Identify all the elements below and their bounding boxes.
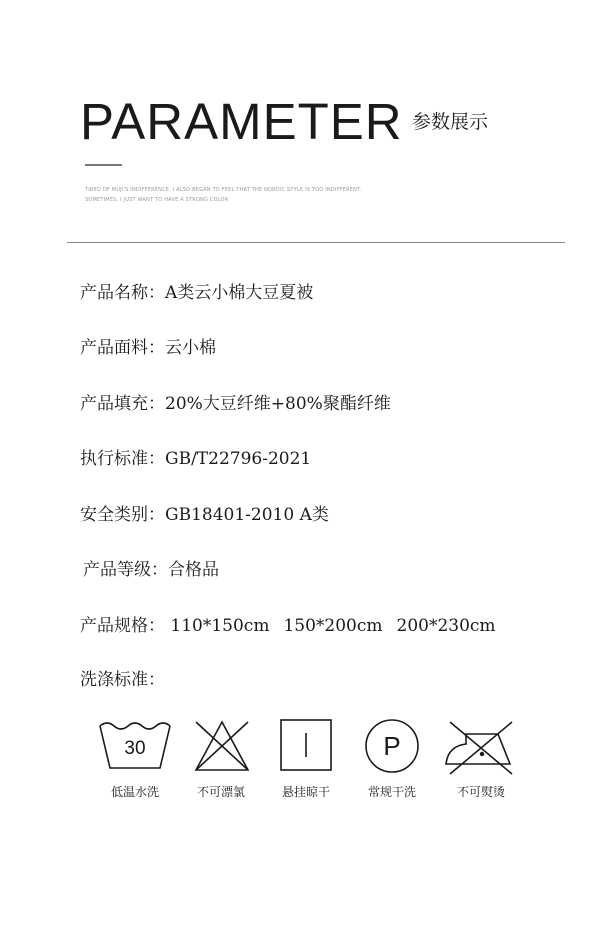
- dry-clean-letter: P: [383, 731, 401, 761]
- tagline-line-2: SOMETIMES, I JUST WANT TO HAVE A STRONG COLOR: [85, 197, 229, 203]
- no-bleach-icon: [192, 718, 252, 774]
- header-title-row: [80, 92, 540, 152]
- param-value: GB18401-2010 A类: [165, 505, 329, 525]
- param-value: GB/T22796-2021: [165, 449, 312, 469]
- size-option: 150*200cm: [283, 616, 383, 636]
- param-row-standard: [80, 448, 311, 470]
- care-label-dry: 悬挂晾干: [281, 785, 330, 799]
- size-list: [170, 616, 509, 636]
- param-row-filling: [80, 393, 391, 415]
- param-label: 执行标准：: [80, 449, 165, 469]
- hang-dry-icon: [279, 718, 333, 772]
- wash-30-icon: [97, 718, 173, 776]
- param-row-name: [80, 282, 313, 304]
- param-value: 20%大豆纤维+80%聚酯纤维: [165, 394, 391, 414]
- param-value: A类云小棉大豆夏被: [165, 283, 314, 303]
- param-label: 洗涤标准：: [80, 670, 165, 690]
- param-row-sizes: [80, 615, 510, 637]
- tagline: [85, 185, 362, 205]
- param-row-safety: [80, 504, 329, 526]
- param-label: 产品规格：: [80, 616, 165, 636]
- param-row-grade: [83, 559, 219, 581]
- param-value: 合格品: [168, 560, 219, 580]
- tagline-line-1: TIRED OF MUJI'S INDIFFERENCE, I ALSO BEGAN TO FEEL THAT THE NORDIC STYLE IS TOO INDIFFERENT.: [85, 187, 362, 193]
- param-value: 云小棉: [165, 338, 216, 358]
- section-divider: [67, 242, 565, 243]
- page-title: PARAMETER: [80, 93, 403, 150]
- dry-clean-p-icon: [364, 718, 420, 774]
- param-label: 安全类别：: [80, 505, 165, 525]
- no-iron-icon: [444, 718, 518, 776]
- size-option: 200*230cm: [396, 616, 496, 636]
- page-subtitle: 参数展示: [412, 111, 489, 133]
- care-label-wash: 低温水洗: [110, 785, 159, 799]
- size-option: 110*150cm: [170, 616, 270, 636]
- param-label: 产品面料：: [80, 338, 165, 358]
- param-label: 产品填充：: [80, 394, 165, 414]
- wash-temp-text: 30: [124, 738, 146, 759]
- title-underline: [85, 164, 122, 166]
- param-label: 产品等级：: [83, 560, 168, 580]
- care-label-dryclean: 常规干洗: [367, 785, 416, 799]
- care-label-bleach: 不可漂氯: [196, 785, 245, 799]
- care-label-iron: 不可熨烫: [456, 785, 505, 799]
- param-label: 产品名称：: [80, 283, 165, 303]
- param-row-washing: [80, 669, 165, 691]
- param-row-fabric: [80, 337, 216, 359]
